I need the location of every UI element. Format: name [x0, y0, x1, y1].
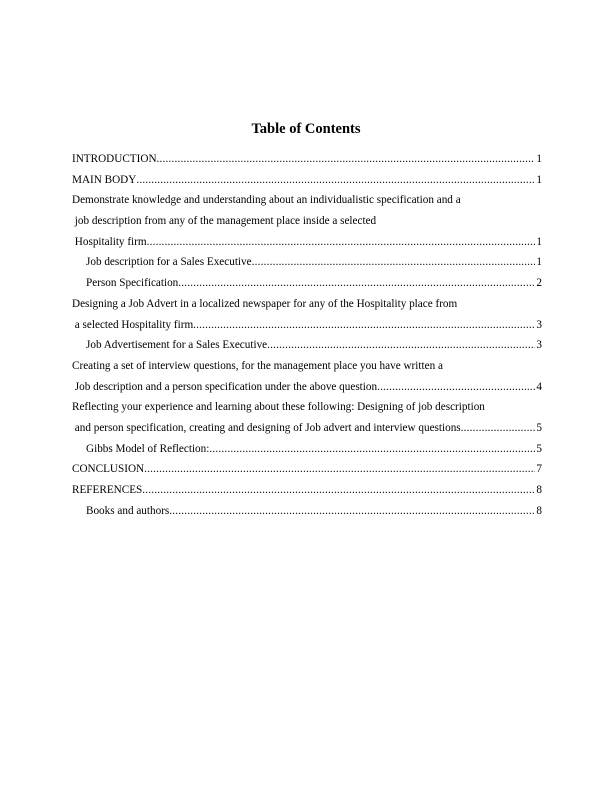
- toc-entry-references[interactable]: [72, 480, 542, 501]
- toc-entry-text: Books and authors: [86, 504, 170, 517]
- toc-leader-dots: [178, 273, 535, 294]
- toc-leader-dots: [252, 252, 536, 273]
- toc-entry-text: MAIN BODY: [72, 173, 137, 186]
- toc-entry-conclusion[interactable]: [72, 459, 542, 480]
- toc-page-number: 4: [536, 380, 542, 393]
- toc-entry-text: Demonstrate knowledge and understanding about an individualistic specification and a: [72, 194, 461, 207]
- toc-entry-continuation[interactable]: [72, 356, 542, 377]
- toc-page-number: 8: [536, 484, 542, 496]
- toc-leader-dots: [461, 418, 536, 439]
- toc-entry-main-body[interactable]: [72, 170, 542, 191]
- toc-entry-continuation[interactable]: [72, 397, 542, 418]
- toc-entry-text: Hospitality firm: [72, 235, 147, 248]
- toc-leader-dots: [157, 149, 536, 170]
- toc-page-number: 2: [536, 277, 542, 290]
- toc-entry-reflection[interactable]: [72, 418, 542, 439]
- toc-entry-continuation[interactable]: [72, 211, 542, 232]
- toc-entry-text: REFERENCES: [72, 484, 143, 496]
- toc-title: Table of Contents: [251, 121, 361, 137]
- toc-entry-person-specification[interactable]: [72, 273, 542, 294]
- toc-page-number: 1: [536, 235, 542, 248]
- toc-entry-continuation[interactable]: [72, 190, 542, 211]
- toc-entry-books-and-authors[interactable]: [72, 501, 542, 522]
- toc-entry-job-advert[interactable]: [72, 315, 542, 336]
- toc-entry-hospitality-firm[interactable]: [72, 232, 542, 253]
- toc-entry-text: INTRODUCTION: [72, 153, 157, 165]
- toc-entry-text: Person Specification: [86, 277, 179, 290]
- toc-entry-interview-questions[interactable]: [72, 377, 542, 398]
- toc-entry-text: Reflecting your experience and learning about these following: Designing of job description: [72, 401, 485, 414]
- toc-leader-dots: [377, 377, 535, 398]
- toc-entry-text: Job description and a person specification under the above question: [72, 380, 378, 393]
- toc-entry-text: Job description for a Sales Executive: [86, 256, 252, 269]
- toc-leader-dots: [147, 232, 536, 253]
- toc-page-number: 1: [536, 256, 542, 269]
- toc-entry-continuation[interactable]: [72, 294, 542, 315]
- toc-list: [72, 149, 542, 521]
- toc-entry-text: Creating a set of interview questions, for the management place you have written a: [72, 359, 443, 372]
- toc-page-number: 8: [536, 504, 542, 517]
- toc-leader-dots: [142, 480, 535, 501]
- toc-leader-dots: [136, 170, 535, 191]
- toc-leader-dots: [209, 439, 535, 460]
- toc-entry-text: Job Advertisement for a Sales Executive: [86, 339, 268, 352]
- toc-entry-job-advertisement[interactable]: [72, 335, 542, 356]
- toc-entry-gibbs-model[interactable]: [72, 439, 542, 460]
- toc-entry-text: Gibbs Model of Reflection:: [86, 442, 210, 455]
- toc-page-number: 5: [536, 442, 542, 455]
- toc-leader-dots: [193, 315, 535, 336]
- toc-leader-dots: [169, 501, 535, 522]
- toc-page-number: 5: [536, 421, 542, 434]
- toc-entry-text: a selected Hospitality firm: [72, 318, 194, 331]
- toc-page-number: 3: [536, 318, 542, 331]
- toc-entry-text: job description from any of the management place inside a selected: [72, 215, 377, 228]
- toc-entry-text: and person specification, creating and designing of Job advert and interview questions: [72, 421, 461, 434]
- toc-entry-text: Designing a Job Advert in a localized newspaper for any of the Hospitality place from: [72, 297, 458, 310]
- toc-page-number: 1: [536, 173, 542, 186]
- toc-entry-text: CONCLUSION: [72, 463, 145, 476]
- toc-leader-dots: [144, 459, 535, 480]
- toc-page-number: 3: [536, 339, 542, 352]
- toc-page-number: 1: [536, 153, 542, 165]
- toc-leader-dots: [267, 335, 535, 356]
- toc-page-number: 7: [536, 463, 542, 476]
- toc-entry-job-description[interactable]: [72, 252, 542, 273]
- toc-entry-introduction[interactable]: [72, 149, 542, 170]
